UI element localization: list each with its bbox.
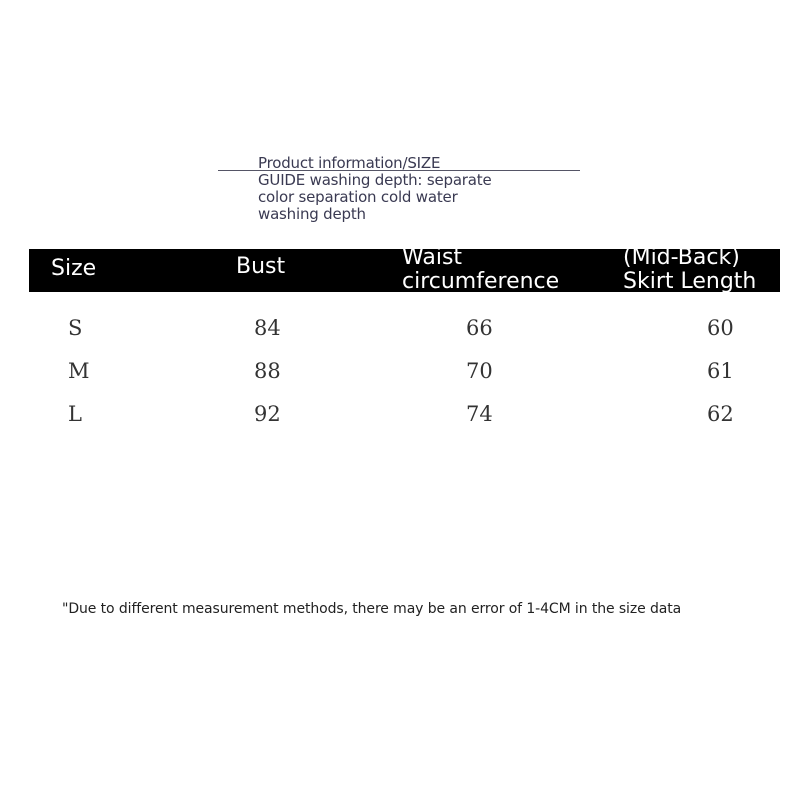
measurement-footnote: "Due to different measurement methods, there may be an error of 1-4CM in the size data <box>62 601 682 617</box>
product-info-line: GUIDE washing depth: separate <box>258 171 492 189</box>
cell-waist: 74 <box>466 402 493 426</box>
header-bust: Bust <box>236 254 286 279</box>
product-info-line: washing depth <box>258 205 366 223</box>
cell-size: M <box>68 359 90 383</box>
table-row <box>0 351 800 394</box>
header-length-line1: (Mid-Back) <box>623 249 740 270</box>
size-table-header <box>29 249 780 292</box>
table-row <box>0 394 800 437</box>
cell-bust: 88 <box>254 359 281 383</box>
cell-bust: 92 <box>254 402 281 426</box>
header-size: Size <box>51 256 97 281</box>
product-info-line: color separation cold water <box>258 188 458 206</box>
header-skirt-length <box>623 249 756 292</box>
product-info-line: Product information/SIZE <box>258 154 441 172</box>
cell-size: S <box>68 316 83 340</box>
cell-length: 62 <box>707 402 734 426</box>
cell-waist: 66 <box>466 316 493 340</box>
header-waist <box>402 249 559 292</box>
cell-length: 60 <box>707 316 734 340</box>
header-length-line2: Skirt Length <box>623 269 757 292</box>
product-info-block <box>258 155 558 223</box>
cell-length: 61 <box>707 359 734 383</box>
cell-bust: 84 <box>254 316 281 340</box>
cell-size: L <box>68 402 82 426</box>
size-table-body <box>0 308 800 437</box>
table-row <box>0 308 800 351</box>
cell-waist: 70 <box>466 359 493 383</box>
header-waist-line1: Waist <box>402 249 463 270</box>
header-waist-line2: circumference <box>402 269 560 292</box>
